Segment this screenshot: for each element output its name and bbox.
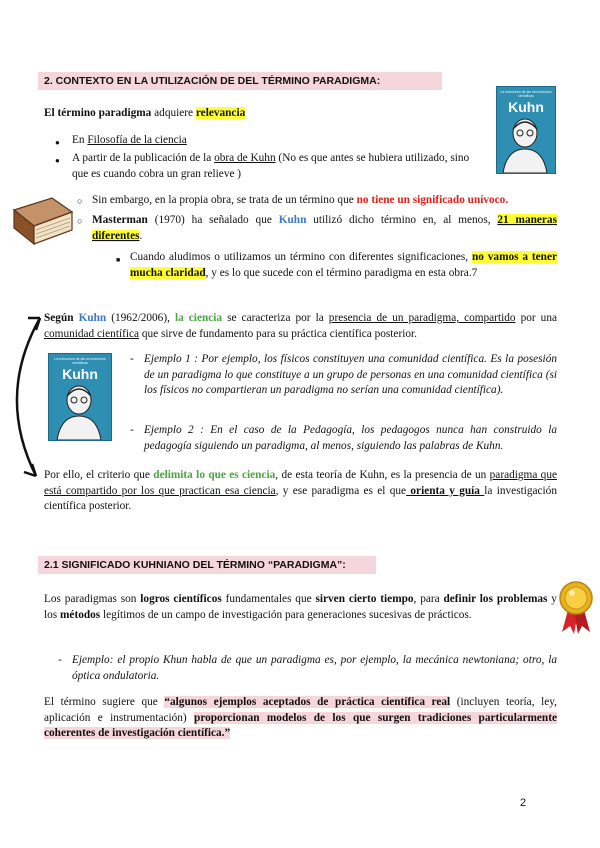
sub3-post: , y es lo que sucede con el término paradigma en esta obra.7 [205,266,478,279]
kuhn-portrait-icon-2 [49,382,109,440]
intro-highlight: relevancia [195,107,246,119]
bullet-obra-kuhn [72,151,482,182]
segun-u2: comunidad científica [44,327,140,340]
p1-t3: , para [413,593,444,605]
kuhn-book-cover [496,86,556,174]
segun-kuhn-paragraph [44,311,557,342]
bullet2-link: obra de Kuhn [214,152,276,164]
bullet-filosofia [72,133,187,149]
ejemplo-newtoniana: - Ejemplo: el propio Khun habla de que un paradigma es, por ejemplo, la mecánica newtoniana; otro, la óptica ondulatoria. [72,653,557,684]
p1-b2: sirven cierto tiempo [315,593,414,605]
medal-icon [556,580,596,634]
porello-t2: , de esta teoría de Kuhn, es la presencia de un [275,469,490,481]
termino-sugiere-paragraph [44,695,557,742]
segun-u1: presencia de un paradigma, compartido [328,312,516,324]
paradigmas-paragraph [44,592,557,623]
p1-b1: logros científicos [140,593,222,605]
intro-line [44,106,245,122]
curved-arrow-icon [6,306,46,486]
sub1-pre: Sin embargo, en la propia obra, se trata de un término que [92,194,357,206]
intro-bold: El término paradigma [44,107,152,119]
section-heading-significado: 2.1 SIGNIFICADO KUHNIANO DEL TÉRMINO “PARADIGMA”: [38,556,376,574]
p1-t5: legítimos de un campo de investigación para generaciones sucesivas de prácticos. [100,608,472,621]
segun-bold: Según [44,312,74,324]
sub2-t3: . [139,229,143,242]
por-ello-paragraph [44,468,557,515]
book2-subtitle: La estructura de las revoluciones científicas [54,357,106,365]
sub2-t1: (1970) ha señalado que [147,214,279,226]
old-book-icon [8,192,76,248]
page-number: 2 [520,797,527,809]
sub-bullet-sin-embargo [92,193,508,209]
porello-green: delimita lo que es ciencia [153,469,276,481]
segun-green: la ciencia [174,312,223,324]
p1-t4: y los [44,593,557,621]
segun-t1: (1962/2006), [106,312,175,324]
p1-b4: métodos [60,608,101,621]
porello-t4: la investigación científica posterior. [44,484,557,512]
segun-t4: que sirve de fundamento para su práctica científica posterior. [139,327,417,340]
bullet1-pre: En [72,134,88,146]
book2-title: Kuhn [62,366,98,382]
p2-b1: “algunos ejemplos aceptados de práctica científica real [164,696,451,708]
bullet1-link: Filosofía de la ciencia [87,134,187,146]
segun-blue: Kuhn [78,312,107,324]
intro-mid: adquiere [151,107,196,119]
subsub-bullet-claridad [130,250,557,281]
book-title: Kuhn [508,99,544,115]
p2-t1: El término sugiere que [44,696,165,708]
kuhn-book-cover-2 [48,353,112,441]
p1-t2: fundamentales que [221,593,316,605]
p1-t1: Los paradigmas son [44,593,141,605]
porello-bu: orienta y guía [406,484,485,497]
sub2-bold: Masterman [92,214,148,226]
segun-t2: se caracteriza por la [222,312,329,324]
p1-b3: definir los problemas [443,593,548,605]
p2-t2: (incluyen teoría, ley, aplicación e instrumentación) [44,696,557,724]
book-subtitle: La estructura de las revoluciones científicas [500,90,552,98]
ejemplo-2: - Ejemplo 2 : En el caso de la Pedagogía, los pedagogos nunca han construido la pedagogía siguiendo un paradigma, al menos, siguiendo las palabras de Kuhn. [144,423,557,454]
segun-t3: por una [515,312,557,324]
porello-u1: paradigma que está compartido por los que practican esa ciencia [44,469,557,497]
bullet2-pre: A partir de la publicación de la [72,152,215,164]
porello-t3: , y ese paradigma es el que [275,484,407,497]
sub2-t2: utilizó dicho término en, al menos, [306,214,498,226]
sub-bullet-masterman [92,213,557,244]
p2-b2: proporcionan modelos de los que surgen tradiciones particularmente coherentes de investigación científica.” [44,711,557,739]
sub3-highlight: no vamos a tener mucha claridad [130,251,557,279]
bullet2-post: (No es que antes se hubiera utilizado, sino que es cuando cobra un gran relieve ) [72,152,470,180]
section-heading-contexto: 2. CONTEXTO EN LA UTILIZACIÓN DE DEL TÉRMINO PARADIGMA: [38,72,442,90]
porello-t1: Por ello, el criterio que [44,469,154,481]
sub2-highlight: 21 maneras diferentes [92,214,557,242]
sub2-blue: Kuhn [278,214,307,226]
sub3-pre: Cuando aludimos o utilizamos un término con diferentes significaciones, [130,251,472,263]
ejemplo-1: - Ejemplo 1 : Por ejemplo, los físicos constituyen una comunidad científica. Es la posesión de un paradigma lo que constituye a un grupo de personas en una comunidad científica (si los físicos no compartieran un paradigma no serían una comunidad científica). [144,352,557,399]
sub1-red: no tiene un significado unívoco. [356,194,509,206]
kuhn-portrait-icon [497,115,553,173]
